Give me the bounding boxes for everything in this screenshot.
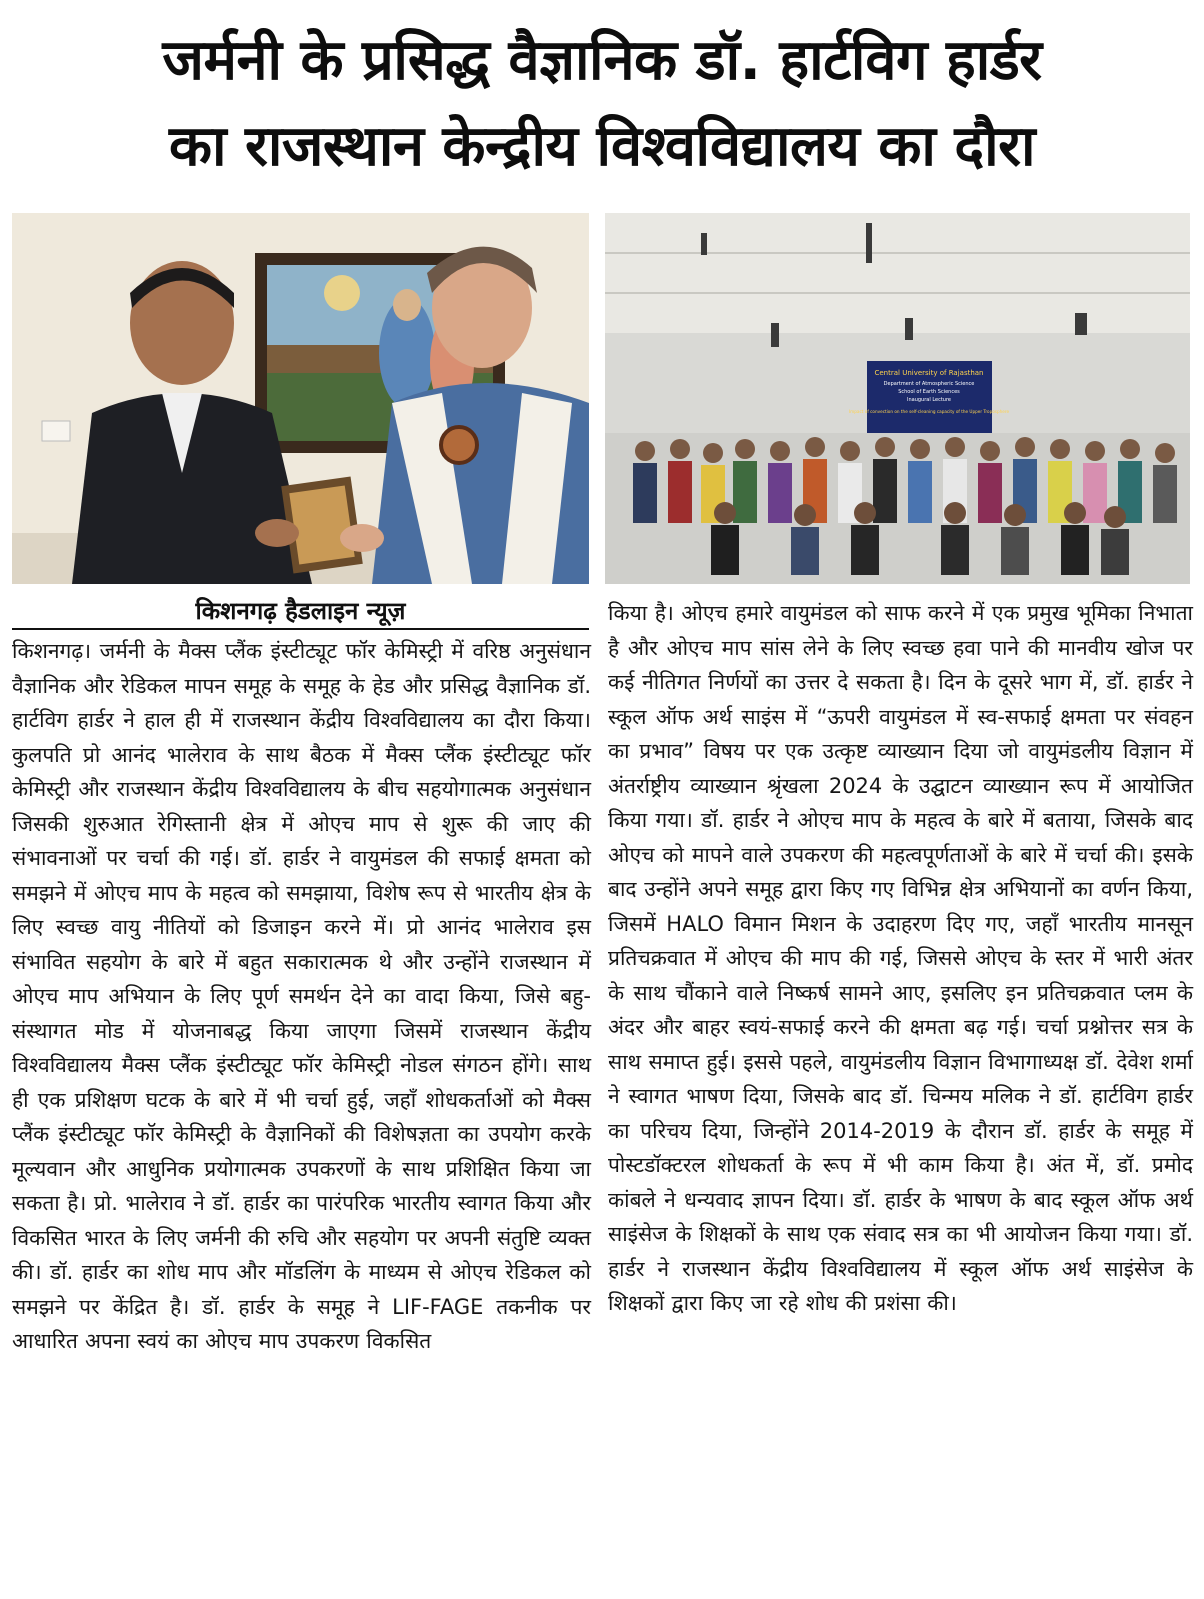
headline (0, 18, 1204, 190)
article-column-left (12, 634, 591, 1592)
article-text-right: किया है। ओएच हमारे वायुमंडल को साफ करने में एक प्रमुख भूमिका निभाता है और ओएच माप सांस लेने के लिए स्वच्छ हवा पाने की मानवीय खोज पर कई नीतिगत निर्णयों का उत्तर दे सकता है। दिन के दूसरे भाग में, डॉ. हार्डर ने स्कूल ऑफ अर्थ साइंस में “ऊपरी वायुमंडल में स्व-सफाई क्षमता पर संवहन का प्रभाव” विषय पर एक उत्कृष्ट व्याख्यान दिया जो वायुमंडलीय विज्ञान में अंतर्राष्ट्रीय व्याख्यान श्रृंखला 2024 के उद्घाटन व्याख्यान रूप में आयोजित किया गया। डॉ. हार्डर ने ओएच माप के महत्व के बारे में बताया, जिसके बाद ओएच को मापने वाले उपकरण की महत्वपूर्णताओं के बारे में चर्चा की। इसके बाद उन्होंने अपने समूह द्वारा किए गए विभिन्न क्षेत्र अभियानों का वर्णन किया, जिसमें HALO विमान मिशन के उदाहरण दिए गए, जहाँ भारतीय मानसून प्रतिचक्रवात में ओएच की माप की गई, जिससे ओएच के स्तर में भारी अंतर के साथ चौंकाने वाले निष्कर्ष सामने आए, इसलिए इन प्रतिचक्रवात प्लम के अंदर और बाहर स्वयं-सफाई करने की क्षमता बढ़ गई। चर्चा प्रश्नोत्तर सत्र के साथ समाप्त हुई। इससे पहले, वायुमंडलीय विज्ञान विभागाध्यक्ष डॉ. देवेश शर्मा ने स्वागत भाषण दिया, जिसके बाद डॉ. चिन्मय मलिक ने डॉ. हार्टविग हार्डर का परिचय दिया, जिन्होंने 2014-2019 के दौरान डॉ. हार्डर के समूह में पोस्टडॉक्टरल शोधकर्ता के रूप में भी काम किया है। अंत में, डॉ. प्रमोद कांबले ने धन्यवाद ज्ञापन दिया। डॉ. हार्डर के भाषण के बाद स्कूल ऑफ अर्थ साइंसेज के शिक्षकों के साथ एक संवाद सत्र का भी आयोजन किया गया। डॉ. हार्डर ने राजस्थान केंद्रीय विश्वविद्यालय में स्कूल ऑफ अर्थ साइंसेज के शिक्षकों द्वारा किए जा रहे शोध की प्रशंसा की। (608, 601, 1193, 1315)
meeting-photo-illustration (12, 213, 589, 584)
byline: किशनगढ़ हैडलाइन न्यूज़ (12, 596, 589, 630)
screen-title: Central University of Rajasthan (874, 369, 984, 377)
photo-meeting (12, 213, 589, 584)
article-column-right (608, 596, 1193, 1592)
article-text-left: किशनगढ़। जर्मनी के मैक्स प्लैंक इंस्टीट्यूट फॉर केमिस्ट्री में वरिष्ठ अनुसंधान वैज्ञानिक और रेडिकल मापन समूह के समूह के हेड और प्रसिद्ध वैज्ञानिक डॉ. हार्टविग हार्डर ने हाल ही में राजस्थान केंद्रीय विश्वविद्यालय का दौरा किया। कुलपति प्रो आनंद भालेराव के साथ बैठक में मैक्स प्लैंक इंस्टीट्यूट फॉर केमिस्ट्री और राजस्थान केंद्रीय विश्वविद्यालय के बीच सहयोगात्मक अनुसंधान जिसकी शुरुआत रेगिस्तानी क्षेत्र में ओएच माप से शुरू की जाए की संभावनाओं पर चर्चा की गई। डॉ. हार्डर ने वायुमंडल की सफाई क्षमता को समझने में ओएच माप के महत्व को समझाया, विशेष रूप से भारतीय क्षेत्र के लिए स्वच्छ वायु नीतियों को डिजाइन करने में। प्रो आनंद भालेराव इस संभावित सहयोग के बारे में बहुत सकारात्मक थे और उन्होंने राजस्थान में ओएच माप अभियान के लिए पूर्ण समर्थन देने का वादा किया, जिसे बहु-संस्थागत मोड में योजनाबद्ध किया जाएगा जिसमें राजस्थान केंद्रीय विश्वविद्यालय मैक्स प्लैंक इंस्टीट्यूट फॉर केमिस्ट्री नोडल संगठन होंगे। साथ ही एक प्रशिक्षण घटक के बारे में भी चर्चा हुई, जहाँ शोधकर्ताओं को मैक्स प्लैंक इंस्टीट्यूट फॉर केमिस्ट्री के वैज्ञानिकों की विशेषज्ञता का उपयोग करके मूल्यवान और आधुनिक प्रयोगात्मक उपकरणों के साथ प्रशिक्षित किया जा सकता है। प्रो. भालेराव ने डॉ. हार्डर का पारंपरिक भारतीय स्वागत किया और विकसित भारत के लिए जर्मनी की रुचि और सहयोग पर अपनी संतुष्टि व्यक्त की। डॉ. हार्डर का शोध माप और मॉडलिंग के माध्यम से ओएच रेडिकल को समझने पर केंद्रित है। डॉ. हार्डर के समूह ने LIF-FAGE तकनीक पर आधारित अपना स्वयं का ओएच माप उपकरण विकसित (12, 639, 591, 1353)
screen-line-4: Inaugural Lecture (907, 397, 951, 403)
headline-line-2: का राजस्थान केन्द्रीय विश्वविद्यालय का दौरा (168, 114, 1036, 179)
screen-topic: Impact of convection on the self-cleaning capacity of the Upper Troposphere (848, 409, 1010, 414)
screen-line-2: Department of Atmospheric Science (883, 381, 975, 387)
screen-line-3: School of Earth Sciences (898, 389, 960, 395)
group-photo-illustration (605, 213, 1190, 584)
photo-group-lecture (605, 213, 1190, 584)
headline-line-1: जर्मनी के प्रसिद्ध वैज्ञानिक डॉ. हार्टविग हार्डर (162, 28, 1042, 93)
